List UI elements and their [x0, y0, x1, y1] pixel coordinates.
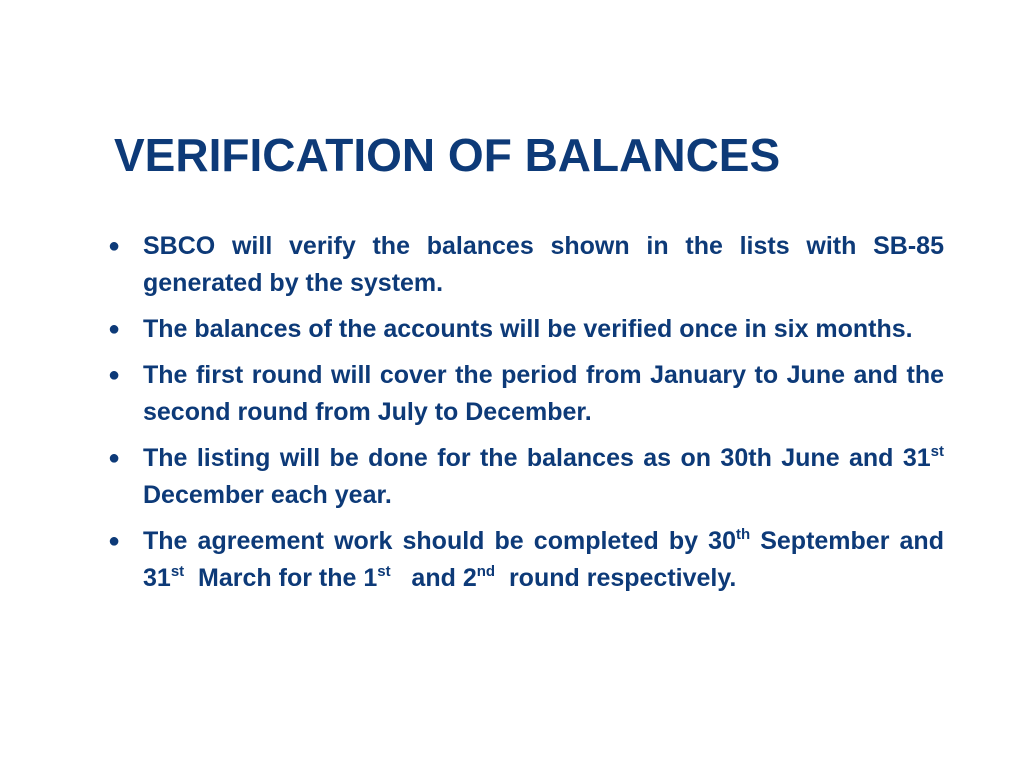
ordinal-superscript: nd — [476, 563, 496, 580]
bullet-text: The balances of the accounts will be verified once in six months. — [143, 315, 913, 343]
bullet-list — [108, 228, 958, 606]
ordinal-superscript: st — [377, 563, 391, 580]
bullet-text: SBCO will verify the balances shown in the lists with SB-85 generated by the system. — [143, 232, 944, 297]
bullet-text-part: The agreement work should be completed by 30 — [143, 527, 736, 555]
slide-title: VERIFICATION OF BALANCES — [114, 129, 781, 181]
bullet-item-1 — [108, 228, 944, 302]
bullet-item-3 — [108, 357, 944, 431]
bullet-item-5 — [108, 523, 944, 597]
bullet-dot-icon: ● — [108, 364, 121, 386]
ordinal-superscript: st — [930, 443, 944, 460]
bullet-dot-icon: ● — [108, 447, 121, 469]
ordinal-superscript: st — [170, 563, 185, 580]
bullet-text-part: December each year. — [143, 444, 958, 509]
bullet-item-2 — [108, 311, 944, 348]
bullet-text-part: and 2 — [390, 564, 477, 592]
bullet-dot-icon: ● — [108, 235, 121, 257]
bullet-dot-icon: ● — [108, 530, 121, 552]
ordinal-superscript: th — [735, 526, 751, 543]
bullet-text: The first round will cover the period from January to June and the second round from July to December. — [143, 361, 944, 426]
bullet-dot-icon: ● — [108, 318, 121, 340]
bullet-text-part: March for the 1 — [184, 564, 378, 592]
bullet-item-4 — [108, 440, 958, 514]
bullet-text-part: round respectively. — [495, 564, 737, 592]
bullet-text-part: The listing will be done for the balances as on 30th June and 31 — [143, 444, 931, 472]
bullet-text-part: September and 31 — [143, 527, 944, 592]
